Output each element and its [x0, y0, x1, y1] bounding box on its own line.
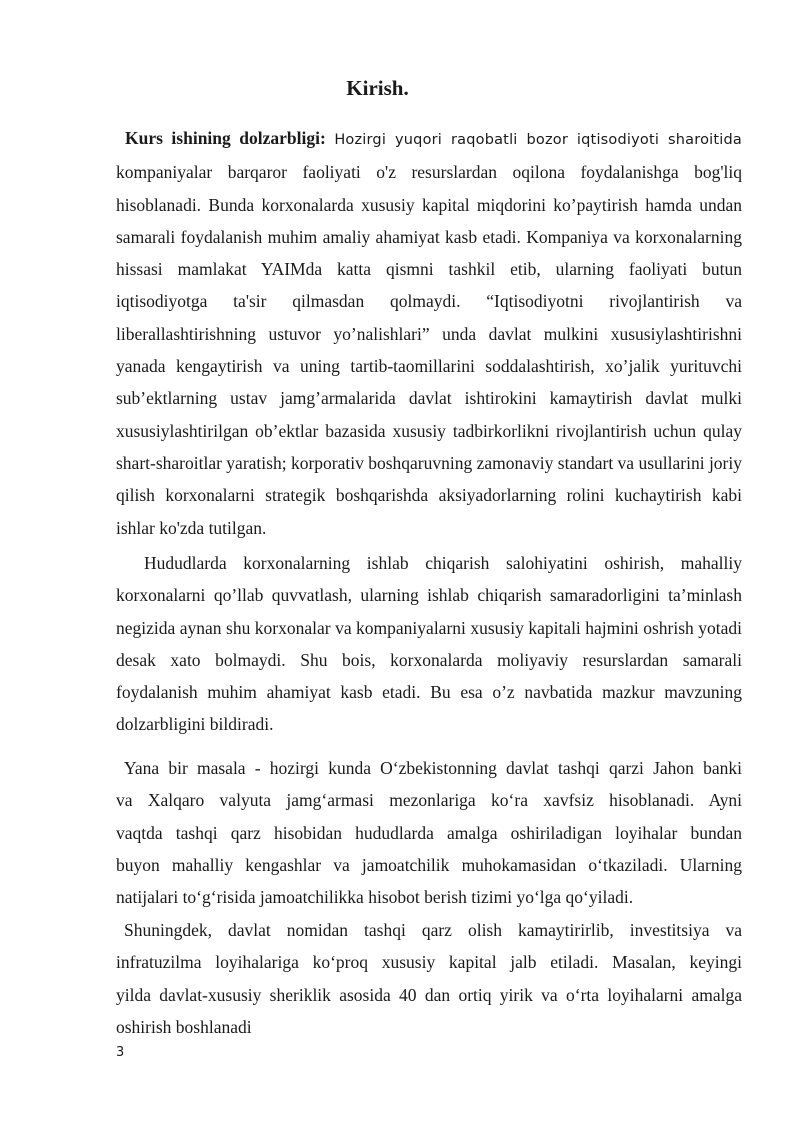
- paragraph-regions: [116, 547, 742, 741]
- relevance-lead-text: Hozirgi yuqori raqobatli bozor iqtisodiyoti sharoitida: [334, 132, 743, 148]
- text-line: buyon mahalliy kengashlar va jamoatchilik muhokamasidan o‘tkaziladi. Ularning: [116, 854, 742, 875]
- text-line: Shuningdek, davlat nomidan tashqi qarz olish kamaytirirlib, investitsiya va: [124, 920, 742, 940]
- paragraph-investment: [116, 914, 742, 1043]
- text-line: Yana bir masala - hozirgi kunda O‘zbekistonning davlat tashqi qarzi Jahon banki: [124, 758, 742, 778]
- relevance-heading: Kurs ishining dolzarbligi:: [125, 128, 326, 148]
- paragraph-external-debt: [116, 752, 742, 913]
- text-line: oshirish boshlanadi: [116, 1016, 252, 1037]
- text-line: yilda davlat-xususiy sheriklik asosida 40 dan ortiq yirik va o‘rta loyihalarni amalga: [116, 984, 742, 1005]
- text-line: infratuzilma loyihalariga ko‘proq xususiy kapital jalb etiladi. Masalan, keyingi: [116, 952, 742, 973]
- paragraph-relevance: [116, 122, 742, 544]
- text-line: vaqtda tashqi qarz hisobidan hududlarda amalga oshiriladigan loyihalar bundan: [116, 822, 742, 843]
- document-title: Kirish.: [346, 76, 409, 100]
- text-line: natijalari to‘g‘risida jamoatchilikka hisobot berish tizimi yo‘lga qo‘yiladi.: [116, 887, 634, 908]
- page-number: 3: [116, 1045, 125, 1060]
- relevance-body-text: kompaniyalar barqaror faoliyati o'z resurslardan oqilona foydalanishga bog'liq hisoblanadi. Bunda korxonalarda xususiy kapital miqdorini ko’paytirish hamda undan samarali foydalanish muhim amaliy ahamiyat kasb etadi. Kompaniya va korxonalarning hissasi mamlakat YAIMda katta qismni tashkil etib, ularning faoliyati butun iqtisodiyotga ta'sir qilmasdan qolmaydi. “Iqtisodiyotni rivojlantirish va liberallashtirishning ustuvor yo’nalishlari” unda davlat mulkini xususiylashtirishni yanada kengaytirish va uning tartib-taomillarini soddalashtirish, xo’jalik yurituvchi sub’ektlarning ustav jamg’armalarida davlat ishtirokini kamaytirish davlat mulki xususiylashtirilgan ob’ektlar bazasida xususiy tadbirkorlikni rivojlantirish uchun qulay shart-sharoitlar yaratish; korporativ boshqaruvning zamonaviy standart va usullarini joriy qilish korxonalarni strategik boshqarishda aksiyadorlarning rolini kuchaytirish kabi ishlar ko'zda tutilgan.: [116, 162, 742, 538]
- regions-body-text: Hududlarda korxonalarning ishlab chiqarish salohiyatini oshirish, mahalliy korxonalarni qo’llab quvvatlash, ularning ishlab chiqarish samaradorligini ta’minlash negizida aynan shu korxonalar va kompaniyalarni xususiy kapitali hajmini oshrish yotadi desak xato bolmaydi. Shu bois, korxonalarda moliyaviy resurslardan samarali foydalanish muhim ahamiyat kasb etadi. Bu esa o’z navbatida mazkur mavzuning dolzarbligini bildiradi.: [116, 553, 742, 735]
- text-line: va Xalqaro valyuta jamg‘armasi mezonlariga ko‘ra xavfsiz hisoblanadi. Ayni: [116, 790, 742, 811]
